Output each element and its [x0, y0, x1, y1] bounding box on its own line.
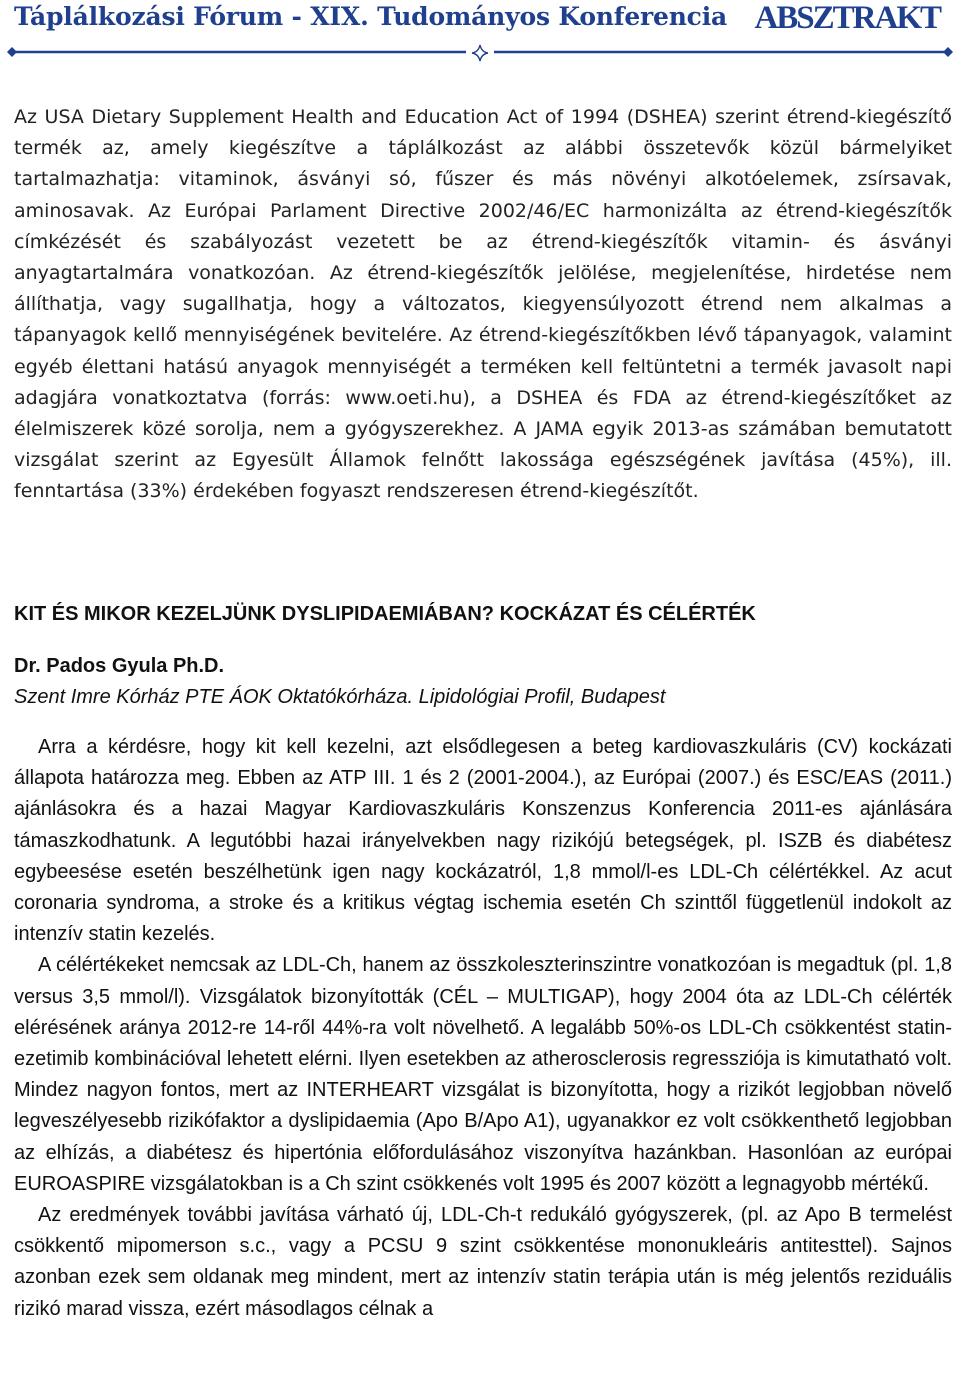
- conference-title: Táplálkozási Fórum - XIX. Tudományos Konferencia: [14, 2, 727, 31]
- section-badge: ABSZTRAKT: [754, 0, 940, 36]
- abstract-body: [14, 732, 952, 1325]
- previous-abstract-paragraph: Az USA Dietary Supplement Health and Education Act of 1994 (DSHEA) szerint étrend-kiegészítő termék az, amely kiegészítve a táplálkozást az alábbi összetevők közül bármelyiket tartalmazhatja: vitaminok, ásványi só, fűszer és más növényi alkotóelemek, zsírsavak, aminosavak. Az Európai Parlament Directive 2002/46/EC harmonizálta az étrend-kiegészítők címkézését és szabályozást vezetett be az étrend-kiegészítők vitamin- és ásványi anyagtartalmára vonatkozóan. Az étrend-kiegészítők jelölése, megjelenítése, hirdetése nem állíthatja, vagy sugallhatja, hogy a változatos, kiegyensúlyozott étrend nem alkalmas a tápanyagok kellő mennyiségének bevitelére. Az étrend-kiegészítőkben lévő tápanyagok, valamint egyéb élettani hatású anyagok mennyiségét a terméken kell feltüntetni a termék javasolt napi adagjára vonatkoztatva (forrás: www.oeti.hu), a DSHEA és FDA az étrend-kiegészítőket az élelmiszerek közé sorolja, nem a gyógyszerekhez. A JAMA egyik 2013-as számában bemutatott vizsgálat szerint az Egyesült Államok felnőtt lakossága egészségének javítása (45%), ill. fenntartása (33%) érdekében fogyaszt rendszeresen étrend-kiegészítőt.: [14, 106, 952, 503]
- abstract-paragraph: Arra a kérdésre, hogy kit kell kezelni, azt elsődlegesen a beteg kardiovaszkuláris (CV) kockázati állapota határozza meg. Ebben az ATP III. 1 és 2 (2001-2004.), az Európai (2007.) és ESC/EAS (2011.) ajánlásokra és a hazai Magyar Kardiovaszkuláris Konszenzus Konferencia 2011-es ajánlására támaszkodhatunk. A legutóbbi hazai irányelvekben nagy rizikójú betegségek, pl. ISZB és diabétesz egybeesése esetén beszélhetünk igen nagy kockázatról, 1,8 mmol/l-es LDL-Ch célértékkel. Az acut coronaria syndroma, a stroke és a kritikus végtag ischemia esetén Ch szinttől függetlenül indokolt az intenzív statin kezelés.: [14, 736, 952, 946]
- header-divider: [0, 40, 960, 70]
- page-header: [0, 0, 960, 70]
- divider-left-diamond-icon: [7, 47, 17, 57]
- previous-abstract-text: [14, 102, 952, 508]
- author-affiliation: Szent Imre Kórház PTE ÁOK Oktatókórháza. Lipidológiai Profil, Budapest: [14, 686, 666, 708]
- abstract-title: KIT ÉS MIKOR KEZELJÜNK DYSLIPIDAEMIÁBAN? KOCKÁZAT ÉS CÉLÉRTÉK: [14, 603, 756, 625]
- divider-right-diamond-icon: [943, 47, 953, 57]
- abstract-paragraph: Az eredmények további javítása várható új, LDL-Ch-t redukáló gyógyszerek, (pl. az Apo B termelést csökkentő mipomerson s.c., vagy a PCSU 9 szint csökkentése mononukleáris antitesttel). Sajnos azonban ezek sem oldanak meg mindent, mert az intenzív statin terápia után is még jelentős reziduális rizikó marad vissza, ezért másodlagos célnak a: [14, 1204, 952, 1320]
- abstract-paragraph: A célértékeket nemcsak az LDL-Ch, hanem az összkoleszterinszintre vonatkozóan is megadtuk (pl. 1,8 versus 3,5 mmol/l). Vizsgálatok bizonyították (CÉL – MULTIGAP), hogy 2004 óta az LDL-Ch célérték elérésének aránya 2012-re 14-ről 44%-ra volt növelhető. A legalább 50%-os LDL-Ch csökkentést statin-ezetimib kombinációval lehetett elérni. Ilyen esetekben az atherosclerosis regressziója is kimutatható volt. Mindez nagyon fontos, mert az INTERHEART vizsgálat is bizonyította, hogy a rizikót legjobban növelő legveszélyesebb rizikófaktor a dyslipidaemia (Apo B/Apo A1), ugyanakkor ez volt csökkenthető legjobban az elhízás, a diabétesz és hipertónia előfordulásához viszonyítva hazánkban. Hasonlóan az európai EUROASPIRE vizsgálatokban is a Ch szint csökkenés volt 1995 és 2007 között a legnagyobb mértékű.: [14, 954, 952, 1195]
- author-name: Dr. Pados Gyula Ph.D.: [14, 655, 225, 677]
